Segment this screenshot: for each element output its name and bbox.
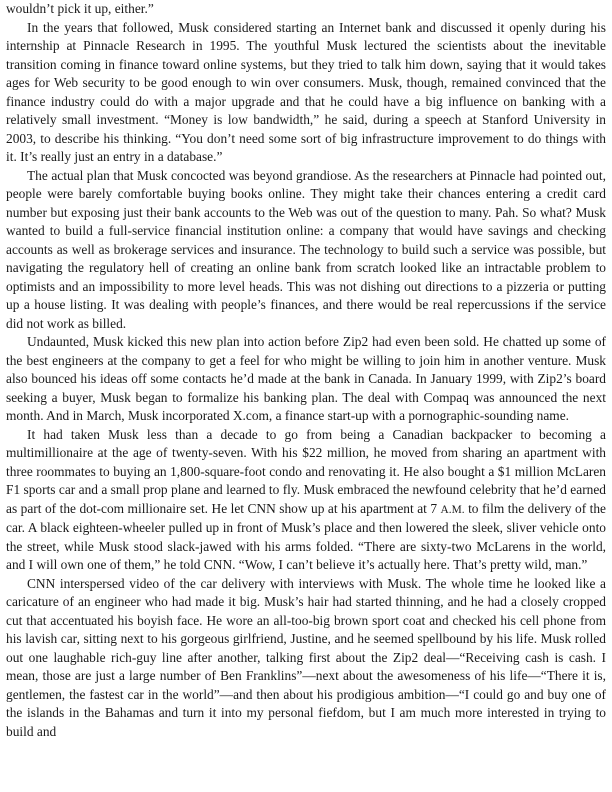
paragraph-text: to film the delivery of the car. A black eighteen-wheeler pulled up in front of Musk’s place and then lowered the sleek, sliver vehicle onto the street, while Musk stood slack-jawed with his arms folded. “There are sixty-two McLarens in the world, and I will own one of them,” he told CNN. “Wow, I can’t believe it’s actually here. That’s pretty wild, man.” [6,500,606,572]
paragraph: CNN interspersed video of the car delivery with interviews with Musk. The whole time he looked like a caricature of an engineer who had made it big. Musk’s hair had started thinning, and he had a closely cropped cut that accentuated his boyish face. He wore an all-too-big brown sport coat and checked his cell phone from his lavish car, sitting next to his gorgeous girlfriend, Justine, and he seemed spellbound by his life. Musk rolled out one laughable rich-guy line after another, talking first about the Zip2 deal—“Receiving cash is cash. I mean, those are just a large number of Ben Franklins”—next about the awesomeness of his life—“There it is, gentlemen, the fastest car in the world”—and then about his prodigious ambition—“I could go and buy one of the islands in the Bahamas and turn it into my personal fiefdom, but I am much more interested in trying to build and [6,575,606,739]
paragraph [6,426,606,575]
paragraph: The actual plan that Musk concocted was beyond grandiose. As the researchers at Pinnacle had pointed out, people were barely comfortable buying books online. They might take their chances entering a credit card number but exposing just their bank accounts to the Web was out of the question to many. Pah. So what? Musk wanted to build a full-service financial institution online: a company that would have savings and checking accounts as well as brokerage services and insurance. The technology to build such a service was possible, but navigating the regulatory hell of creating an online bank from scratch looked like an intractable problem to optimists and an impossibility to more level heads. This was not dishing out directions to a pizzeria or putting up a house listing. It was dealing with people’s finances, and there would be real repercussions if the service did not work as billed. [6,167,606,331]
paragraph: wouldn’t pick it up, either.” [6,1,154,16]
time-suffix: A.M. [440,503,465,516]
paragraph-text: It had taken Musk less than a decade to go from being a Canadian backpacker to becoming a multimillionaire at the age of twenty-seven. With his $22 million, he moved from sharing an apartment with three roommates to buying an 1,800-square-foot condo and renovating it. He also bought a $1 million McLaren F1 sports car and a small prop plane and learned to fly. Musk embraced the newfound celebrity that he’d earned as part of the dot-com millionaire set. He let CNN show up at his apartment at 7 [6,426,606,516]
paragraph: Undaunted, Musk kicked this new plan into action before Zip2 had even been sold. He chatted up some of the best engineers at the company to get a feel for who might be willing to join him in another venture. Musk also bounced his ideas off some contacts he’d made at the bank in Canada. In January 1999, with Zip2’s board seeking a buyer, Musk began to formalize his banking plan. The deal with Compaq was announced the next month. And in March, Musk incorporated X.com, a finance start-up with a pornographic-sounding name. [6,334,606,423]
paragraph: In the years that followed, Musk considered starting an Internet bank and discussed it openly during his internship at Pinnacle Research in 1995. The youthful Musk lectured the scientists about the inevitable transition coming in finance toward online systems, but they tried to talk him down, saying that it would takes ages for Web security to be good enough to win over consumers. Musk, though, remained convinced that the finance industry could do with a major upgrade and that he could have a big influence on banking with a relatively small investment. “Money is low bandwidth,” he said, during a speech at Stanford University in 2003, to describe his thinking. “You don’t need some sort of big infrastructure improvement to do things with it. It’s really just an entry in a database.” [6,19,606,164]
